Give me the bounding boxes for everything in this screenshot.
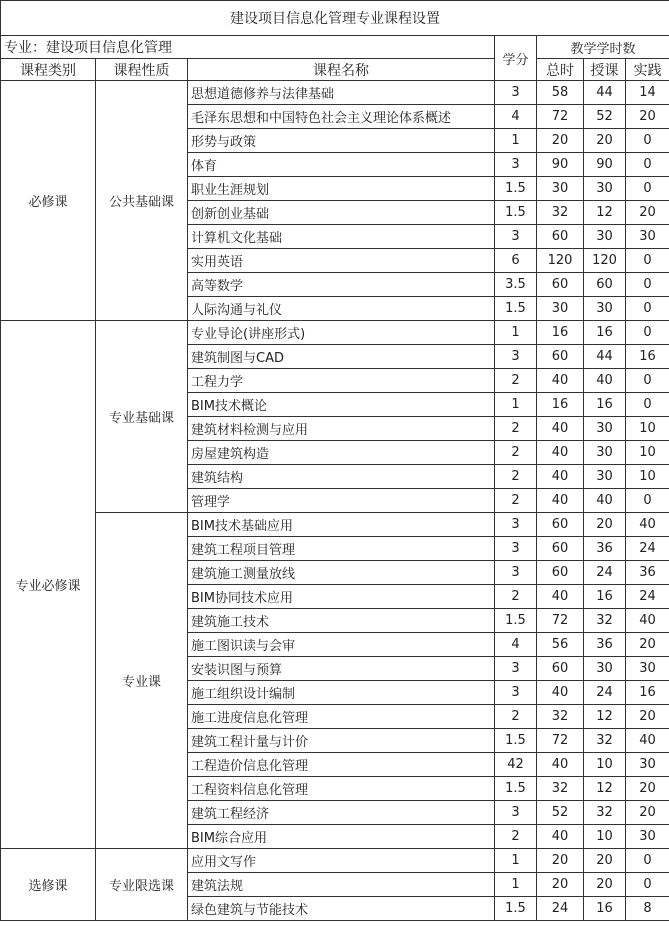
course-name-cell: 安装识图与预算: [188, 657, 495, 681]
practice-hours-cell: 0: [626, 321, 669, 345]
course-name-cell: BIM技术基础应用: [188, 513, 495, 537]
course-name-cell: 管理学: [188, 489, 495, 513]
total-hours-cell: 60: [537, 513, 584, 537]
practice-hours-cell: 0: [626, 489, 669, 513]
nature-cell: 专业基础课: [96, 321, 188, 513]
practice-hours-cell: 40: [626, 729, 669, 753]
practice-hours-cell: 30: [626, 657, 669, 681]
lecture-hours-cell: 32: [584, 729, 626, 753]
practice-hours-cell: 20: [626, 105, 669, 129]
course-name-cell: 实用英语: [188, 249, 495, 273]
course-name-cell: BIM技术概论: [188, 393, 495, 417]
practice-hours-cell: 24: [626, 537, 669, 561]
course-name-cell: 工程资料信息化管理: [188, 777, 495, 801]
course-name-cell: 高等数学: [188, 273, 495, 297]
course-name-cell: 建筑制图与CAD: [188, 345, 495, 369]
course-name-cell: 建筑工程经济: [188, 801, 495, 825]
lecture-hours-cell: 20: [584, 873, 626, 897]
credit-cell: 2: [495, 705, 537, 729]
header-course: 课程名称: [188, 59, 495, 81]
total-hours-cell: 40: [537, 585, 584, 609]
practice-hours-cell: 0: [626, 849, 669, 873]
lecture-hours-cell: 32: [584, 609, 626, 633]
course-name-cell: 施工图识读与会审: [188, 633, 495, 657]
credit-cell: 1.5: [495, 777, 537, 801]
table-row: [1, 849, 669, 873]
nature-cell: 专业课: [96, 513, 188, 849]
practice-hours-cell: 30: [626, 225, 669, 249]
header-nature: 课程性质: [96, 59, 188, 81]
course-name-cell: 职业生涯规划: [188, 177, 495, 201]
total-hours-cell: 20: [537, 873, 584, 897]
practice-hours-cell: 10: [626, 465, 669, 489]
header-total: 总时: [537, 59, 584, 81]
lecture-hours-cell: 30: [584, 225, 626, 249]
practice-hours-cell: 16: [626, 345, 669, 369]
lecture-hours-cell: 16: [584, 897, 626, 921]
total-hours-cell: 120: [537, 249, 584, 273]
major-label: 专业：建设项目信息化管理: [1, 36, 495, 59]
credit-cell: 3: [495, 81, 537, 105]
lecture-hours-cell: 120: [584, 249, 626, 273]
total-hours-cell: 72: [537, 609, 584, 633]
total-hours-cell: 40: [537, 417, 584, 441]
course-name-cell: BIM综合应用: [188, 825, 495, 849]
credit-cell: 6: [495, 249, 537, 273]
table-row: [1, 81, 669, 105]
lecture-hours-cell: 16: [584, 321, 626, 345]
total-hours-cell: 60: [537, 657, 584, 681]
credit-cell: 2: [495, 465, 537, 489]
header-category: 课程类别: [1, 59, 96, 81]
practice-hours-cell: 16: [626, 681, 669, 705]
total-hours-cell: 24: [537, 897, 584, 921]
course-name-cell: 建筑法规: [188, 873, 495, 897]
total-hours-cell: 20: [537, 849, 584, 873]
total-hours-cell: 90: [537, 153, 584, 177]
credit-cell: 2: [495, 489, 537, 513]
practice-hours-cell: 8: [626, 897, 669, 921]
total-hours-cell: 58: [537, 81, 584, 105]
total-hours-cell: 60: [537, 345, 584, 369]
lecture-hours-cell: 24: [584, 681, 626, 705]
course-name-cell: 工程力学: [188, 369, 495, 393]
lecture-hours-cell: 30: [584, 441, 626, 465]
total-hours-cell: 72: [537, 105, 584, 129]
total-hours-cell: 30: [537, 297, 584, 321]
practice-hours-cell: 24: [626, 585, 669, 609]
lecture-hours-cell: 52: [584, 105, 626, 129]
nature-cell: 公共基础课: [96, 81, 188, 321]
lecture-hours-cell: 32: [584, 801, 626, 825]
credit-cell: 2: [495, 825, 537, 849]
nature-cell: 专业限选课: [96, 849, 188, 921]
credit-cell: 3: [495, 153, 537, 177]
practice-hours-cell: 0: [626, 129, 669, 153]
credit-cell: 3: [495, 657, 537, 681]
credit-cell: 1.5: [495, 897, 537, 921]
lecture-hours-cell: 10: [584, 753, 626, 777]
practice-hours-cell: 40: [626, 513, 669, 537]
total-hours-cell: 56: [537, 633, 584, 657]
practice-hours-cell: 40: [626, 609, 669, 633]
course-name-cell: 毛泽东思想和中国特色社会主义理论体系概述: [188, 105, 495, 129]
lecture-hours-cell: 12: [584, 705, 626, 729]
category-cell: 专业必修课: [1, 321, 96, 849]
total-hours-cell: 40: [537, 441, 584, 465]
course-name-cell: 体育: [188, 153, 495, 177]
course-name-cell: 房屋建筑构造: [188, 441, 495, 465]
course-name-cell: 应用文写作: [188, 849, 495, 873]
credit-cell: 4: [495, 633, 537, 657]
course-name-cell: 建筑结构: [188, 465, 495, 489]
lecture-hours-cell: 20: [584, 129, 626, 153]
lecture-hours-cell: 10: [584, 825, 626, 849]
header-lecture: 授课: [584, 59, 626, 81]
practice-hours-cell: 30: [626, 825, 669, 849]
table-row: [1, 513, 669, 537]
course-name-cell: 工程造价信息化管理: [188, 753, 495, 777]
lecture-hours-cell: 30: [584, 465, 626, 489]
credit-cell: 1.5: [495, 609, 537, 633]
header-credit: 学分: [495, 36, 537, 81]
lecture-hours-cell: 30: [584, 297, 626, 321]
total-hours-cell: 60: [537, 537, 584, 561]
total-hours-cell: 16: [537, 393, 584, 417]
course-name-cell: 建筑工程计量与计价: [188, 729, 495, 753]
credit-cell: 1: [495, 321, 537, 345]
lecture-hours-cell: 44: [584, 345, 626, 369]
lecture-hours-cell: 24: [584, 561, 626, 585]
practice-hours-cell: 0: [626, 177, 669, 201]
lecture-hours-cell: 90: [584, 153, 626, 177]
credit-cell: 2: [495, 585, 537, 609]
total-hours-cell: 16: [537, 321, 584, 345]
practice-hours-cell: 0: [626, 249, 669, 273]
practice-hours-cell: 20: [626, 801, 669, 825]
table-row: [1, 321, 669, 345]
credit-cell: 3: [495, 345, 537, 369]
total-hours-cell: 40: [537, 753, 584, 777]
course-name-cell: 建筑施工测量放线: [188, 561, 495, 585]
practice-hours-cell: 0: [626, 153, 669, 177]
table-title: 建设项目信息化管理专业课程设置: [1, 1, 669, 36]
course-name-cell: 专业导论(讲座形式): [188, 321, 495, 345]
practice-hours-cell: 14: [626, 81, 669, 105]
credit-cell: 3: [495, 225, 537, 249]
course-name-cell: 建筑施工技术: [188, 609, 495, 633]
credit-cell: 3: [495, 513, 537, 537]
lecture-hours-cell: 36: [584, 633, 626, 657]
credit-cell: 42: [495, 753, 537, 777]
course-name-cell: 建筑工程项目管理: [188, 537, 495, 561]
course-name-cell: 思想道德修养与法律基础: [188, 81, 495, 105]
lecture-hours-cell: 44: [584, 81, 626, 105]
credit-cell: 1.5: [495, 177, 537, 201]
practice-hours-cell: 0: [626, 297, 669, 321]
practice-hours-cell: 0: [626, 873, 669, 897]
credit-cell: 1: [495, 129, 537, 153]
total-hours-cell: 32: [537, 777, 584, 801]
credit-cell: 3: [495, 561, 537, 585]
lecture-hours-cell: 20: [584, 849, 626, 873]
practice-hours-cell: 36: [626, 561, 669, 585]
practice-hours-cell: 0: [626, 393, 669, 417]
course-name-cell: BIM协同技术应用: [188, 585, 495, 609]
credit-cell: 2: [495, 441, 537, 465]
credit-cell: 1: [495, 849, 537, 873]
header-hours-group: 教学学时数: [537, 36, 669, 59]
lecture-hours-cell: 16: [584, 585, 626, 609]
lecture-hours-cell: 12: [584, 777, 626, 801]
lecture-hours-cell: 30: [584, 657, 626, 681]
practice-hours-cell: 10: [626, 441, 669, 465]
lecture-hours-cell: 20: [584, 513, 626, 537]
credit-cell: 3: [495, 801, 537, 825]
category-cell: 选修课: [1, 849, 96, 921]
credit-cell: 1: [495, 393, 537, 417]
credit-cell: 4: [495, 105, 537, 129]
total-hours-cell: 40: [537, 465, 584, 489]
credit-cell: 2: [495, 417, 537, 441]
course-name-cell: 绿色建筑与节能技术: [188, 897, 495, 921]
total-hours-cell: 40: [537, 489, 584, 513]
lecture-hours-cell: 12: [584, 201, 626, 225]
course-name-cell: 形势与政策: [188, 129, 495, 153]
category-cell: 必修课: [1, 81, 96, 321]
header-practice: 实践: [626, 59, 669, 81]
lecture-hours-cell: 60: [584, 273, 626, 297]
total-hours-cell: 32: [537, 705, 584, 729]
total-hours-cell: 72: [537, 729, 584, 753]
lecture-hours-cell: 40: [584, 369, 626, 393]
practice-hours-cell: 20: [626, 777, 669, 801]
lecture-hours-cell: 16: [584, 393, 626, 417]
total-hours-cell: 30: [537, 177, 584, 201]
credit-cell: 3: [495, 537, 537, 561]
practice-hours-cell: 0: [626, 273, 669, 297]
course-name-cell: 创新创业基础: [188, 201, 495, 225]
practice-hours-cell: 30: [626, 753, 669, 777]
total-hours-cell: 52: [537, 801, 584, 825]
total-hours-cell: 40: [537, 681, 584, 705]
practice-hours-cell: 20: [626, 201, 669, 225]
credit-cell: 1.5: [495, 297, 537, 321]
lecture-hours-cell: 30: [584, 417, 626, 441]
credit-cell: 1.5: [495, 201, 537, 225]
total-hours-cell: 60: [537, 273, 584, 297]
course-name-cell: 施工组织设计编制: [188, 681, 495, 705]
credit-cell: 1: [495, 873, 537, 897]
lecture-hours-cell: 30: [584, 177, 626, 201]
total-hours-cell: 20: [537, 129, 584, 153]
course-name-cell: 建筑材料检测与应用: [188, 417, 495, 441]
practice-hours-cell: 0: [626, 369, 669, 393]
lecture-hours-cell: 40: [584, 489, 626, 513]
total-hours-cell: 60: [537, 225, 584, 249]
course-name-cell: 计算机文化基础: [188, 225, 495, 249]
credit-cell: 2: [495, 369, 537, 393]
lecture-hours-cell: 36: [584, 537, 626, 561]
total-hours-cell: 32: [537, 201, 584, 225]
practice-hours-cell: 20: [626, 633, 669, 657]
credit-cell: 1.5: [495, 729, 537, 753]
course-name-cell: 人际沟通与礼仪: [188, 297, 495, 321]
credit-cell: 3.5: [495, 273, 537, 297]
practice-hours-cell: 10: [626, 417, 669, 441]
practice-hours-cell: 20: [626, 705, 669, 729]
total-hours-cell: 40: [537, 369, 584, 393]
course-name-cell: 施工进度信息化管理: [188, 705, 495, 729]
total-hours-cell: 60: [537, 561, 584, 585]
total-hours-cell: 40: [537, 825, 584, 849]
credit-cell: 3: [495, 681, 537, 705]
